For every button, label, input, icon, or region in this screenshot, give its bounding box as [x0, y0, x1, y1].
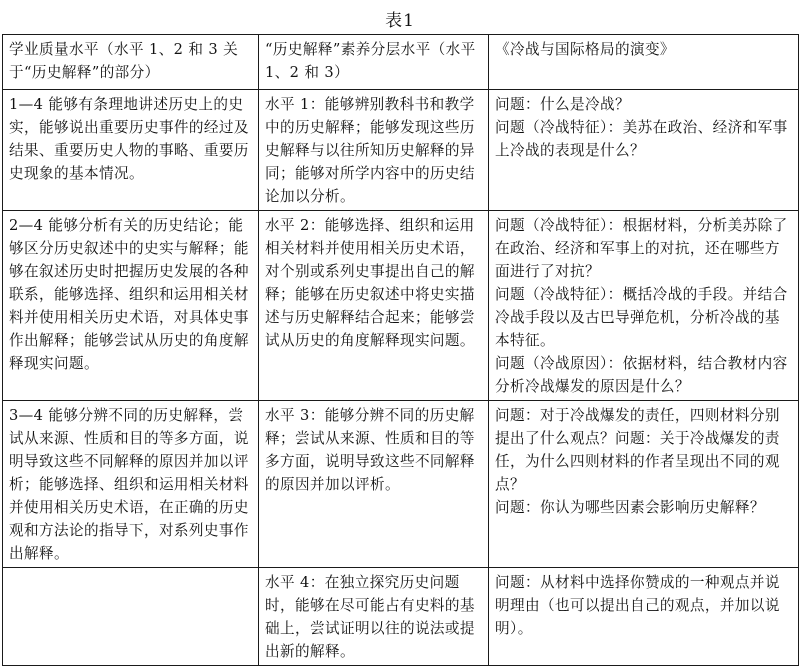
quality-cell-empty: [3, 568, 259, 666]
question-text: 问题：从材料中选择你赞成的一种观点并说明理由（也可以提出自己的观点，并加以说明）。: [495, 574, 780, 637]
questions-cell: [489, 401, 799, 568]
quality-cell: 2—4 能够分析有关的历史结论；能够区分历史叙述中的史实与解释；能够在叙述历史时把握历史发展的各种联系，能够选择、组织和运用相关材料并使用相关历史术语，对具体史事作出解释；能够尝试从历史的角度解释现实问题。: [3, 211, 259, 401]
header-lesson-title: 《冷战与国际格局的演变》: [489, 35, 799, 90]
question-text: 问题：你认为哪些因素会影响历史解释？: [495, 499, 765, 516]
table-caption: 表1: [385, 11, 415, 31]
quality-cell: 3—4 能够分辨不同的历史解释，尝试从来源、性质和目的等多方面，说明导致这些不同解释的原因并加以评析；能够选择、组织和运用相关材料并使用相关历史术语，在正确的历史观和方法论的指导下，对系列史事作出解释。: [3, 401, 259, 568]
questions-cell: [489, 211, 799, 401]
question-text: 问题（冷战特征）：美苏在政治、经济和军事上冷战的表现是什么？: [495, 119, 788, 159]
table-row: [3, 401, 799, 568]
comparison-table: [2, 34, 799, 666]
question-text: 问题（冷战原因）：依据材料，结合教材内容分析冷战爆发的原因是什么？: [495, 355, 788, 395]
question-text: 问题：什么是冷战？: [495, 96, 630, 113]
header-quality-level: 学业质量水平（水平 1、2 和 3 关于“历史解释”的部分）: [3, 35, 259, 90]
literacy-cell: 水平 1：能够辨别教科书和教学中的历史解释；能够发现这些历史解释与以往所知历史解释的异同；能够对所学内容中的历史结论加以分析。: [259, 90, 489, 211]
literacy-cell: 水平 2：能够选择、组织和运用相关材料并使用相关历史术语，对个别或系列史事提出自己的解释；能够在历史叙述中将史实描述与历史解释结合起来；能够尝试从历史的角度解释现实问题。: [259, 211, 489, 401]
header-row: [3, 35, 799, 90]
table-row: [3, 568, 799, 666]
questions-cell: [489, 568, 799, 666]
literacy-cell: 水平 4：在独立探究历史问题时，能够在尽可能占有史料的基础上，尝试证明以往的说法或提出新的解释。: [259, 568, 489, 666]
question-text: 问题：对于冷战爆发的责任，四则材料分别提出了什么观点？问题：关于冷战爆发的责任，为什么四则材料的作者呈现出不同的观点？: [495, 407, 780, 493]
question-text: 问题（冷战特征）：概括冷战的手段。并结合冷战手段以及古巴导弹危机，分析冷战的基本特征。: [495, 286, 788, 349]
quality-cell: 1—4 能够有条理地讲述历史上的史实，能够说出重要历史事件的经过及结果、重要历史人物的事略、重要历史现象的基本情况。: [3, 90, 259, 211]
table-row: [3, 90, 799, 211]
header-literacy-level: “历史解释”素养分层水平（水平 1、2 和 3）: [259, 35, 489, 90]
literacy-cell: 水平 3：能够分辨不同的历史解释；尝试从来源、性质和目的等多方面，说明导致这些不同解释的原因并加以评析。: [259, 401, 489, 568]
question-text: 问题（冷战特征）：根据材料，分析美苏除了在政治、经济和军事上的对抗，还在哪些方面进行了对抗？: [495, 217, 788, 280]
questions-cell: [489, 90, 799, 211]
table-row: [3, 211, 799, 401]
